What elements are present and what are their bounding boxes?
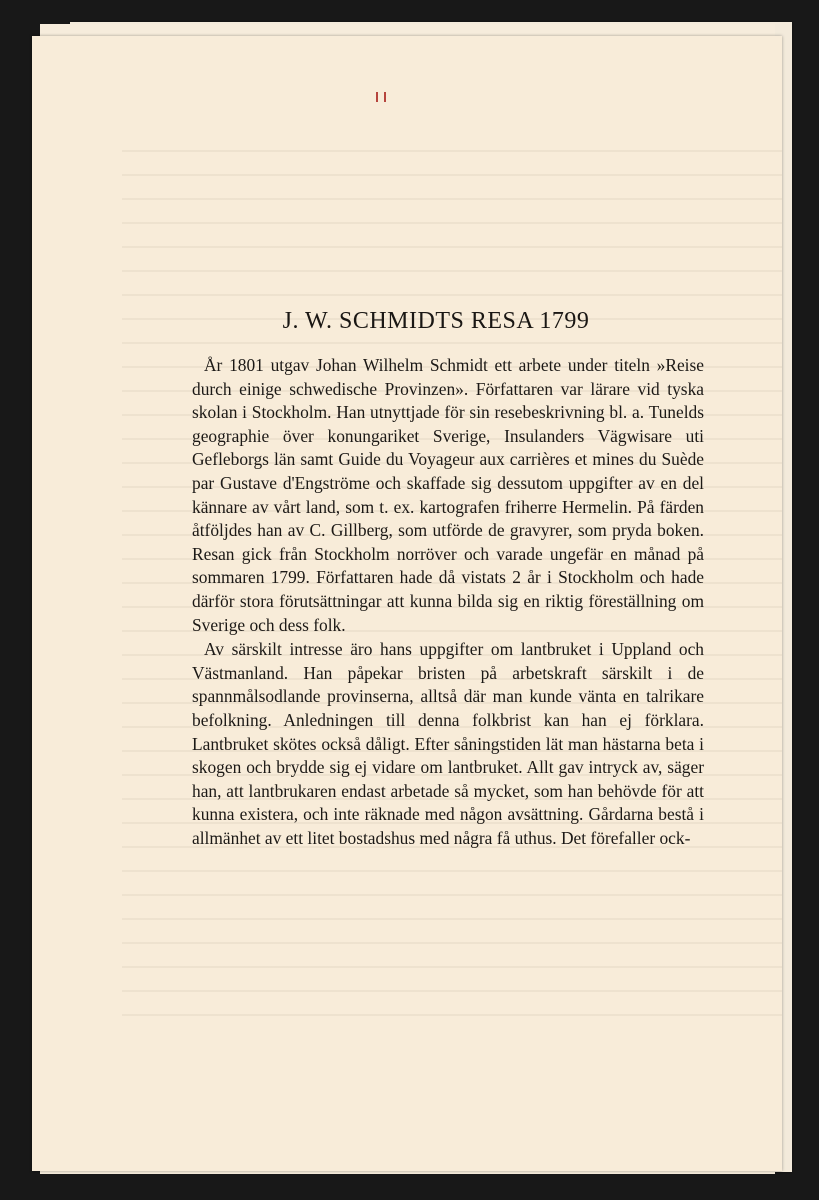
paragraph: År 1801 utgav Johan Wilhelm Schmidt ett arbete under titeln »Reise durch einige schwedische Provinzen». Författaren var lärare vid tyska skolan i Stockholm. Han utnyttjade för sin resebeskrivning bl. a. Tunelds geographie över konungariket Sverige, Insulanders Vägwisare uti Gefleborgs län samt Guide du Voyageur aux carrières et mines du Suède par Gustave d'Engströme och skaffade sig dessutom uppgifter av en del kännare av vårt land, som t. ex. kartografen friherre Hermelin. På färden åtföljdes han av C. Gillberg, som utförde de gravyrer, som pryda boken. Resan gick från Stockholm norröver och varade ungefär en månad på sommaren 1799. Författaren hade då vistats 2 år i Stockholm och hade därför stora förutsättningar att kunna bilda sig en riktig föreställning om Sverige och dess folk.: [192, 355, 704, 635]
red-mark: [376, 92, 378, 102]
paragraph: Av särskilt intresse äro hans uppgifter om lantbruket i Uppland och Västmanland. Han påpekar bristen på arbetskraft särskilt i de spannmålsodlande provinserna, alltså där man kunde vänta en talrikare befolkning. Anledningen till denna folkbrist kan han ej förklara. Lantbruket skötes också dåligt. Efter såningstiden lät man hästarna beta i skogen och brydde sig ej vidare om lantbruket. Allt gav intryck av, säger han, att lantbrukaren endast arbetade så mycket, som han behövde för att kunna existera, och inte räknade med någon avsättning. Gårdarna bestå i allmänhet av ett litet bostadshus med några få uthus. Det förefaller ock-: [192, 639, 704, 848]
page-title: J. W. SCHMIDTS RESA 1799: [282, 308, 590, 334]
red-mark: [384, 92, 386, 102]
article-body: [192, 354, 704, 850]
